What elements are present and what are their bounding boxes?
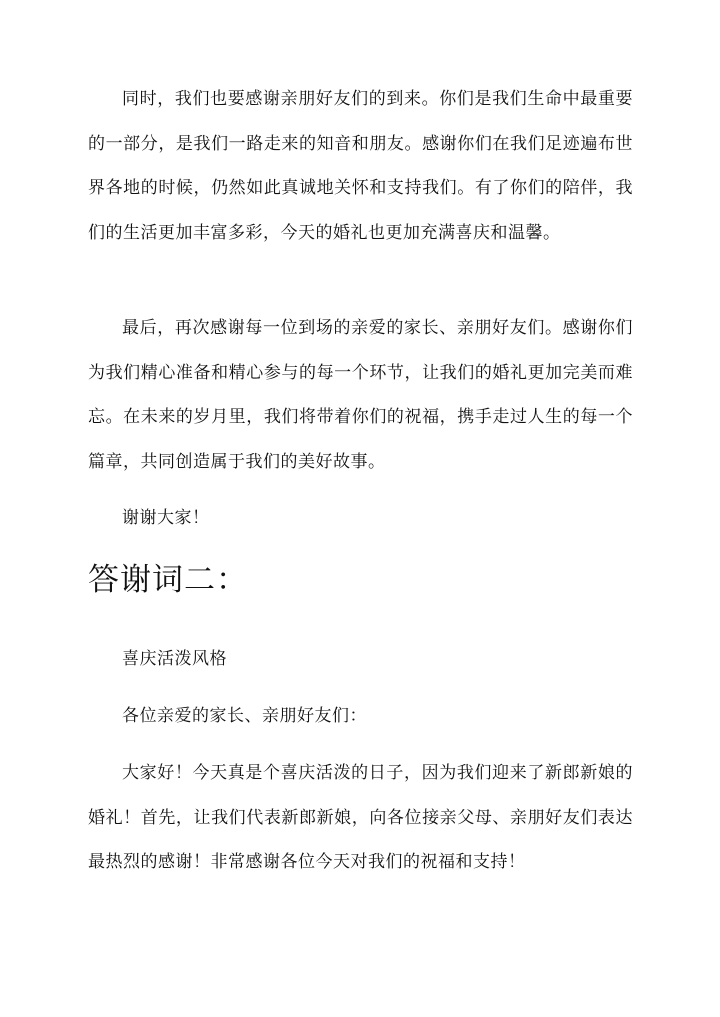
paragraph-greeting: 大家好！今天真是个喜庆活泼的日子，因为我们迎来了新郎新娘的婚礼！首先，让我们代表新郎新娘，向各位接亲父母、亲朋好友们表达最热烈的感谢！非常感谢各位今天对我们的祝福和支持！ (88, 763, 633, 872)
paragraph-thanks-friends: 同时，我们也要感谢亲朋好友们的到来。你们是我们生命中最重要的一部分，是我们一路走来的知音和朋友。感谢你们在我们足迹遍布世界各地的时候，仍然如此真诚地关怀和支持我们。有了你们的陪伴，我们的生活更加丰富多彩，今天的婚礼也更加充满喜庆和温馨。 (88, 89, 633, 243)
section-heading: 答谢词二： (88, 562, 248, 598)
paragraph-salutation: 各位亲爱的家长、亲朋好友们： (122, 706, 367, 726)
paragraph-final-thanks: 最后，再次感谢每一位到场的亲爱的家长、亲朋好友们。感谢你们为我们精心准备和精心参与的每一个环节，让我们的婚礼更加完美而难忘。在未来的岁月里，我们将带着你们的祝福，携手走过人生的每一个篇章，共同创造属于我们的美好故事。 (88, 318, 633, 472)
paragraph-thank-you-all: 谢谢大家！ (122, 508, 210, 528)
paragraph-style-label: 喜庆活泼风格 (122, 649, 227, 669)
